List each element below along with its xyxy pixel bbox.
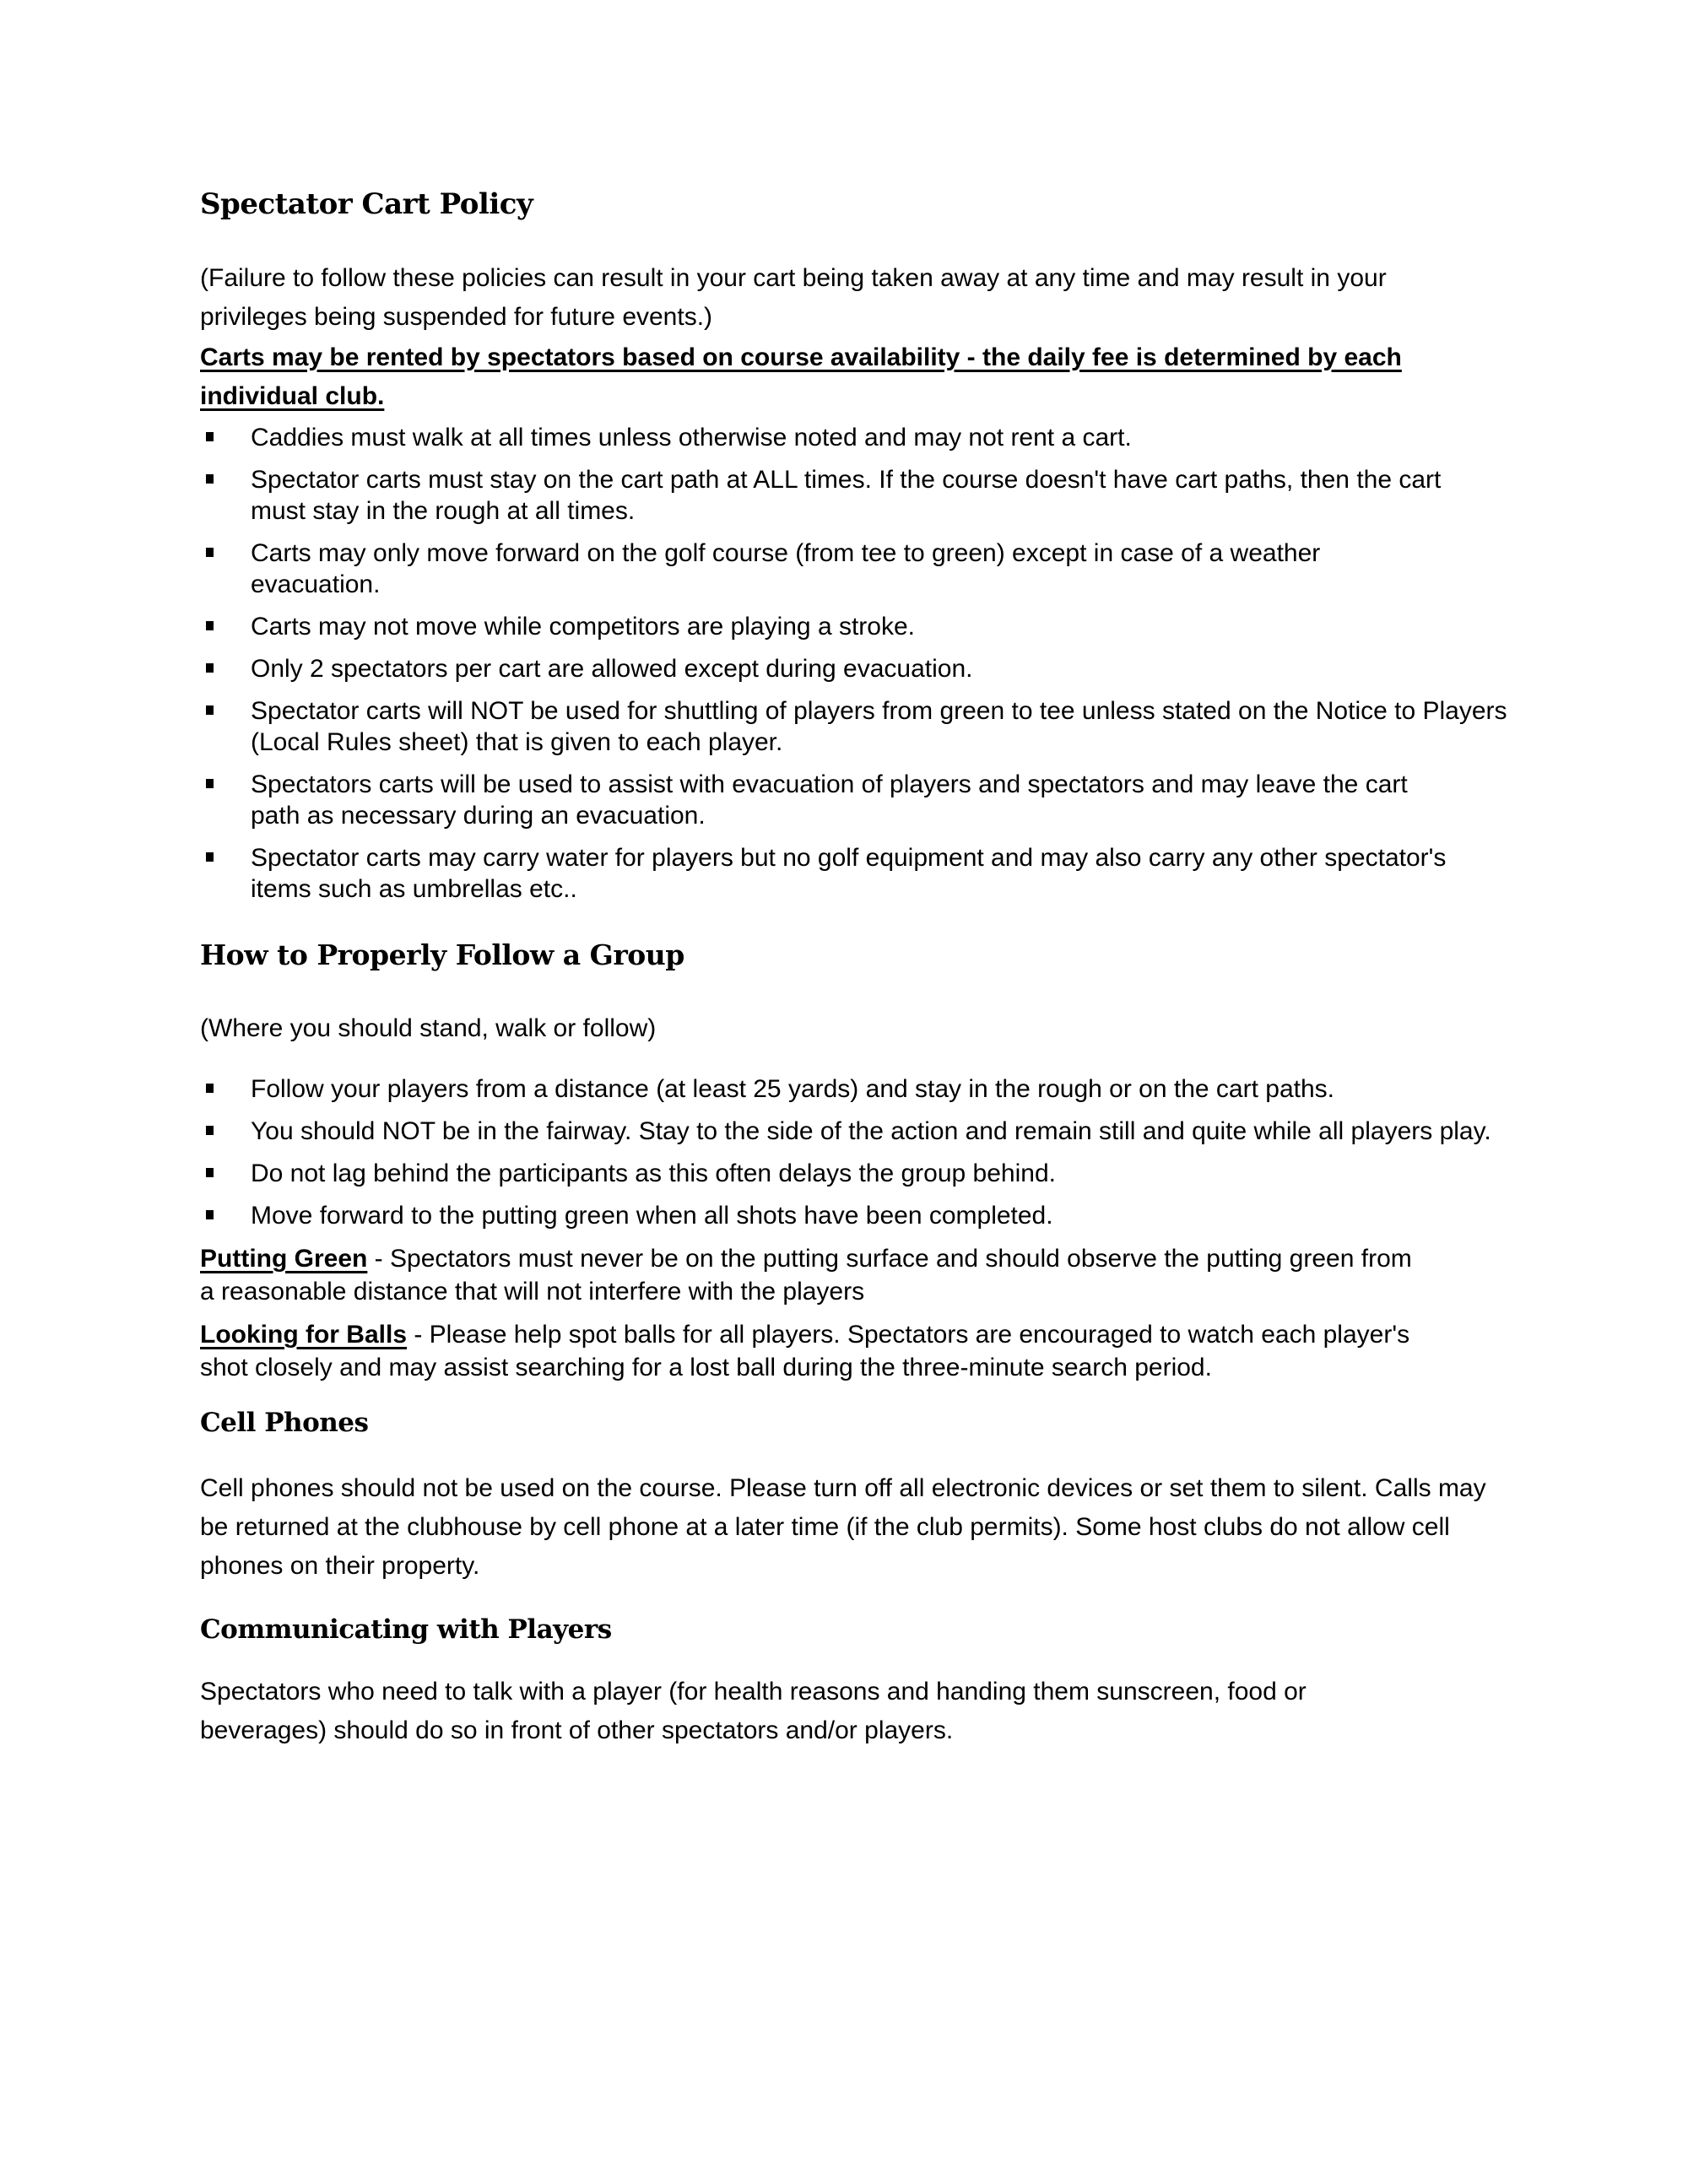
- bullet-text: Spectator carts will NOT be used for shuttling of players from green to tee unless stated on the Notice to Players (Local Rules sheet) that is given to each player.: [251, 697, 1507, 756]
- document-content: [200, 187, 1507, 1750]
- looking-for-balls-paragraph: [200, 1318, 1432, 1384]
- bullet-item: [200, 1073, 1496, 1105]
- bullet-item: [200, 1158, 1496, 1189]
- follow-group-bullet-list: [200, 1073, 1496, 1231]
- bullet-text: Spectator carts may carry water for players but no golf equipment and may also carry any other spectator's items such as umbrellas etc..: [251, 844, 1447, 903]
- section-heading-spectator-cart-policy: Spectator Cart Policy: [200, 187, 533, 221]
- bullet-item: [200, 769, 1441, 831]
- bullet-item: [200, 422, 1496, 453]
- bullet-item: [200, 611, 1496, 642]
- looking-for-balls-label: Looking for Balls: [200, 1321, 408, 1349]
- bullet-item: [200, 1116, 1496, 1147]
- cart-rental-note-text: Carts may be rented by spectators based on course availability - the daily fee is determined by each individual club.: [200, 343, 1402, 410]
- bullet-text: Spectator carts must stay on the cart path at ALL times. If the course doesn't have cart paths, then the cart must stay in the rough at all times.: [251, 466, 1442, 525]
- bullet-text: Do not lag behind the participants as this often delays the group behind.: [251, 1160, 1056, 1187]
- communicating-paragraph: Spectators who need to talk with a player (for health reasons and handing them sunscreen, food or beverages) should do so in front of other spectators and/or players.: [200, 1678, 1307, 1744]
- putting-green-label: Putting Green: [200, 1245, 368, 1273]
- bullet-item: [200, 695, 1521, 758]
- bullet-text: Carts may not move while competitors are playing a stroke.: [251, 613, 915, 641]
- bullet-text: Only 2 spectators per cart are allowed except during evacuation.: [251, 655, 973, 683]
- bullet-text: Caddies must walk at all times unless otherwise noted and may not rent a cart.: [251, 424, 1132, 451]
- section-heading-how-to-follow-group: How to Properly Follow a Group: [200, 938, 684, 971]
- putting-green-paragraph: [200, 1242, 1432, 1308]
- cart-policy-bullet-list: [200, 422, 1507, 905]
- putting-green-text: - Spectators must never be on the putting surface and should observe the putting green from a reasonable distance that will not interfere with the players: [200, 1245, 1412, 1306]
- bullet-text: Follow your players from a distance (at least 25 yards) and stay in the rough or on the cart paths.: [251, 1075, 1334, 1103]
- looking-for-balls-text: - Please help spot balls for all players. Spectators are encouraged to watch each player's shot closely and may assist searching for a lost ball during the three-minute search period.: [200, 1321, 1410, 1381]
- bullet-item: [200, 842, 1449, 905]
- bullet-item: [200, 653, 1496, 684]
- bullet-text: You should NOT be in the fairway. Stay to the side of the action and remain still and quite while all players play.: [251, 1117, 1491, 1145]
- bullet-item: [200, 464, 1474, 527]
- section-heading-cell-phones: Cell Phones: [200, 1408, 369, 1438]
- cart-policy-intro-paragraph: (Failure to follow these policies can result in your cart being taken away at any time and may result in your privileges being suspended for future events.): [200, 264, 1387, 331]
- bullet-item: [200, 538, 1449, 600]
- cell-phones-paragraph: Cell phones should not be used on the course. Please turn off all electronic devices or set them to silent. Calls may be returned at the clubhouse by cell phone at a later time (if the club permits). Some host clubs do not allow cell phones on their property.: [200, 1474, 1486, 1580]
- follow-group-intro-paragraph: (Where you should stand, walk or follow): [200, 1014, 657, 1042]
- bullet-text: Move forward to the putting green when all shots have been completed.: [251, 1202, 1053, 1230]
- bullet-text: Carts may only move forward on the golf course (from tee to green) except in case of a weather evacuation.: [251, 539, 1321, 598]
- bullet-item: [200, 1200, 1496, 1231]
- bullet-text: Spectators carts will be used to assist with evacuation of players and spectators and may leave the cart path as necessary during an evacuation.: [251, 770, 1408, 830]
- cart-rental-note-paragraph: [200, 338, 1466, 416]
- section-heading-communicating-with-players: Communicating with Players: [200, 1614, 612, 1645]
